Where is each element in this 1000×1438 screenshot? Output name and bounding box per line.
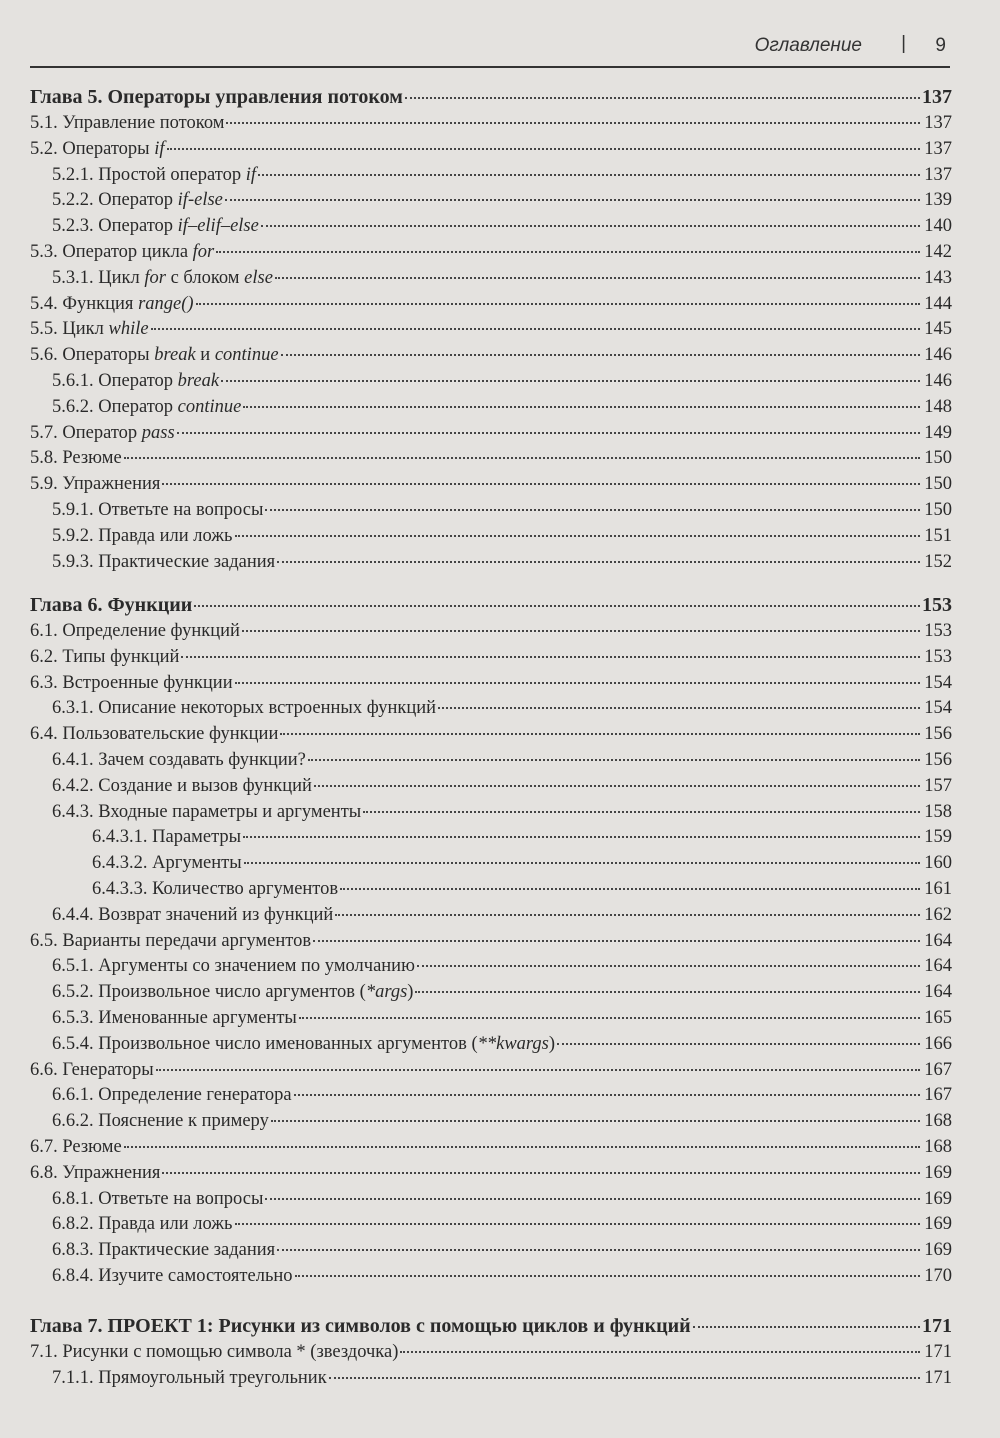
toc-page-number: 143 — [924, 267, 952, 288]
toc-code-term: *args — [365, 982, 408, 1003]
dot-leader — [329, 1377, 920, 1379]
toc-page-number: 164 — [924, 982, 952, 1003]
dot-leader — [405, 97, 920, 99]
dot-leader — [194, 605, 920, 607]
dot-leader — [225, 199, 920, 201]
toc-label-text: 6.8.3. Практические задания — [52, 1240, 276, 1261]
dot-leader — [235, 1223, 921, 1225]
toc-entry — [30, 905, 952, 931]
dot-leader — [167, 148, 920, 150]
dot-leader — [417, 965, 920, 967]
toc-label-text: 5.6.2. Оператор — [52, 396, 174, 417]
toc-page-number: 146 — [924, 370, 952, 391]
toc-entry — [30, 827, 952, 853]
toc-label-text: 5.3. Оператор цикла — [30, 241, 189, 262]
toc-label-text: 6.5.4. Произвольное число именованных аргументов ( — [52, 1033, 478, 1054]
toc-label-text: 6.4.2. Создание и вызов функций — [52, 775, 312, 796]
toc-entry — [30, 621, 952, 647]
toc-entry — [30, 956, 952, 982]
toc-page-number: 150 — [924, 499, 952, 520]
dot-leader — [124, 1146, 920, 1148]
toc-entry — [30, 1008, 952, 1034]
dot-leader — [400, 1351, 920, 1353]
toc-page-number: 156 — [924, 749, 952, 770]
toc-entry-label — [52, 776, 312, 797]
toc-entry — [30, 1085, 952, 1111]
toc-entry-label — [30, 1060, 154, 1081]
toc-label-text: Глава 6. Функции — [30, 594, 193, 616]
toc-label-text: 6.5.2. Произвольное число аргументов ( — [52, 982, 366, 1003]
toc-code-term: else — [244, 267, 273, 288]
toc-code-term: if — [245, 164, 256, 185]
toc-entry-label — [30, 242, 214, 263]
toc-page-number: 144 — [924, 293, 952, 314]
toc-page-number: 168 — [924, 1136, 952, 1157]
toc-entry-label — [52, 1214, 233, 1235]
dot-leader — [277, 561, 920, 563]
dot-leader — [280, 733, 920, 735]
toc-code-term: for — [192, 241, 215, 262]
toc-entry — [30, 1189, 952, 1215]
toc-entry — [30, 371, 952, 397]
toc-entry — [30, 448, 952, 474]
toc-entry-label — [52, 1240, 275, 1261]
toc-label-text: 6.4.4. Возврат значений из функций — [52, 904, 334, 925]
toc-entry — [30, 853, 952, 879]
toc-entry — [30, 1240, 952, 1266]
dot-leader — [151, 328, 920, 330]
toc-entry-label — [30, 345, 279, 366]
toc-page-number: 169 — [924, 1188, 952, 1209]
toc-label-text: 6.4.3. Входные параметры и аргументы — [52, 801, 362, 822]
toc-code-term: continue — [177, 396, 242, 417]
dot-leader — [177, 432, 920, 434]
toc-entry — [30, 1034, 952, 1060]
toc-entry — [30, 113, 952, 139]
dot-leader — [693, 1326, 920, 1328]
toc-entry-label — [30, 724, 278, 745]
toc-page-number: 168 — [924, 1111, 952, 1132]
dot-leader — [313, 940, 920, 942]
toc-label-text: 6.4.3.3. Количество аргументов — [92, 878, 339, 899]
toc-entry-label — [52, 165, 256, 186]
toc-entry-label — [92, 827, 241, 848]
dot-leader — [335, 914, 920, 916]
toc-entry — [30, 750, 952, 776]
toc-label-text: 6.4.3.1. Параметры — [92, 827, 242, 848]
toc-entry — [30, 294, 952, 320]
toc-code-term: for — [144, 267, 166, 288]
toc-chapter-heading — [30, 594, 952, 621]
toc-label-text: и — [200, 345, 211, 366]
toc-entry — [30, 423, 952, 449]
toc-entry — [30, 1368, 952, 1394]
toc-label-text: 5.7. Оператор — [30, 422, 138, 443]
toc-code-term: continue — [214, 345, 279, 366]
dot-leader — [124, 457, 920, 459]
dot-leader — [308, 759, 920, 761]
dot-leader — [235, 535, 921, 537]
toc-entry-label — [52, 1085, 292, 1106]
toc-page-number: 152 — [924, 551, 952, 572]
toc-page-number: 162 — [924, 904, 952, 925]
toc-entry-label — [52, 1266, 293, 1287]
toc-entry-label — [52, 956, 415, 977]
toc-label-text: 6.2. Типы функций — [30, 646, 180, 667]
toc-entry-label — [52, 982, 413, 1003]
toc-page-number: 161 — [924, 878, 952, 899]
dot-leader — [216, 251, 920, 253]
header-separator: | — [901, 33, 906, 54]
toc-entry — [30, 1163, 952, 1189]
toc-label-text: 5.5. Цикл — [30, 319, 104, 340]
dot-leader — [275, 277, 920, 279]
dot-leader — [277, 1249, 920, 1251]
toc-entry-label — [52, 802, 361, 823]
toc-entry — [30, 397, 952, 423]
toc-chapter-7 — [30, 1315, 952, 1394]
toc-label-text: 6.4. Пользовательские функции — [30, 724, 279, 745]
toc-page-number: 153 — [924, 621, 952, 641]
toc-chapter-heading — [30, 1315, 952, 1342]
toc-entry-label — [52, 190, 223, 211]
toc-entry — [30, 647, 952, 673]
toc-entry-label — [92, 853, 242, 874]
dot-leader — [244, 862, 920, 864]
toc-entry-label — [30, 621, 240, 642]
dot-leader — [294, 1094, 920, 1096]
toc-label-text: 5.9.2. Правда или ложь — [52, 525, 233, 546]
toc-page-number: 150 — [924, 448, 952, 469]
dot-leader — [340, 888, 920, 890]
toc-entry — [30, 345, 952, 371]
dot-leader — [243, 406, 920, 408]
toc-entry-label — [92, 879, 338, 900]
toc-entry-label — [52, 698, 436, 719]
dot-leader — [415, 991, 920, 993]
toc-label-text: 6.5. Варианты передачи аргументов — [30, 930, 312, 951]
toc-label-text: 5.9.1. Ответьте на вопросы — [52, 499, 264, 520]
toc-entry — [30, 242, 952, 268]
dot-leader — [181, 656, 920, 658]
toc-entry — [30, 982, 952, 1008]
toc-entry-label — [30, 1342, 398, 1363]
toc-entry — [30, 1111, 952, 1137]
dot-leader — [438, 707, 920, 709]
toc-page-number: 153 — [922, 594, 952, 616]
header-page-number: 9 — [935, 35, 946, 56]
toc-code-term: break — [177, 370, 220, 391]
toc-entry — [30, 526, 952, 552]
dot-leader — [363, 811, 920, 813]
toc-entry — [30, 1342, 952, 1368]
toc-page-number: 169 — [924, 1240, 952, 1261]
toc-page-number: 137 — [924, 113, 952, 133]
toc-entry-label — [52, 500, 263, 521]
dot-leader — [235, 682, 920, 684]
toc-page-number: 151 — [924, 525, 952, 546]
toc-label-text: ) — [548, 1033, 556, 1054]
toc-label-text: 5.8. Резюме — [30, 448, 122, 469]
toc-label-text: 6.4.3.2. Аргументы — [92, 853, 242, 874]
toc-label-text: 5.2.1. Простой оператор — [52, 164, 242, 185]
toc-label-text: 5.1. Управление потоком — [30, 113, 225, 133]
toc-entry-label — [30, 1137, 122, 1158]
toc-page-number: 160 — [924, 853, 952, 874]
toc-entry-label — [52, 397, 241, 418]
toc-entry — [30, 931, 952, 957]
toc-entry-label — [30, 474, 160, 495]
toc-page-number: 146 — [924, 345, 952, 366]
toc-entry-label — [30, 423, 175, 444]
toc-entry-label — [52, 216, 259, 237]
toc-code-term: break — [154, 345, 196, 366]
toc-page-number: 171 — [924, 1342, 952, 1362]
toc-label-text: 5.6. Операторы — [30, 345, 150, 366]
toc-label-text: 5.3.1. Цикл — [52, 267, 140, 288]
toc-entry-label — [30, 294, 194, 315]
toc-page-number: 150 — [924, 474, 952, 495]
dot-leader — [557, 1043, 920, 1045]
dot-leader — [295, 1275, 920, 1277]
toc-page-number: 167 — [924, 1085, 952, 1106]
dot-leader — [258, 174, 920, 176]
toc-page-number: 171 — [924, 1367, 952, 1388]
header-title: Оглавление — [754, 35, 862, 56]
toc-page-number: 156 — [924, 724, 952, 745]
toc-label-text: 6.6.1. Определение генератора — [52, 1085, 292, 1106]
toc-page-number: 137 — [924, 164, 952, 185]
toc-entry — [30, 1214, 952, 1240]
toc-page-number: 149 — [924, 422, 952, 443]
toc-entry-label — [30, 139, 165, 160]
toc-entry-label — [52, 905, 333, 926]
toc-label-text: 6.6.2. Пояснение к примеру — [52, 1111, 269, 1132]
toc-page-number: 171 — [922, 1315, 952, 1337]
toc-entry — [30, 1266, 952, 1292]
toc-entry-label — [30, 319, 149, 340]
dot-leader — [314, 785, 920, 787]
toc-entry — [30, 552, 952, 578]
dot-leader — [299, 1017, 920, 1019]
toc-entry-label — [52, 1189, 263, 1210]
toc-page-number: 140 — [924, 216, 952, 237]
toc-page-number: 139 — [924, 190, 952, 211]
toc-label-text: 6.3. Встроенные функции — [30, 672, 233, 693]
toc-page-number: 169 — [924, 1162, 952, 1183]
toc-label-text: 5.2.3. Оператор — [52, 216, 174, 237]
dot-leader — [221, 380, 920, 382]
dot-leader — [162, 483, 920, 485]
toc-entry-label — [52, 1008, 297, 1029]
toc-entry-label — [30, 1163, 160, 1184]
toc-entry-label — [52, 552, 275, 573]
toc-chapter-heading — [30, 86, 952, 113]
toc-entry — [30, 673, 952, 699]
toc-entry — [30, 724, 952, 750]
toc-page-number: 142 — [924, 241, 952, 262]
toc-entry-label — [30, 1315, 691, 1338]
toc-label-text: 6.5.3. Именованные аргументы — [52, 1007, 297, 1028]
toc-label-text: 7.1. Рисунки с помощью символа * (звездочка) — [30, 1342, 399, 1362]
toc-page-number: 137 — [924, 138, 952, 159]
toc-page-number: 167 — [924, 1059, 952, 1080]
dot-leader — [196, 303, 920, 305]
toc-entry-label — [30, 931, 311, 952]
toc-entry-label — [52, 371, 219, 392]
toc-code-term: if-else — [177, 190, 223, 211]
dot-leader — [281, 354, 920, 356]
toc-entry — [30, 268, 952, 294]
toc-page-number: 165 — [924, 1007, 952, 1028]
dot-leader — [261, 225, 920, 227]
toc-label-text: 7.1.1. Прямоугольный треугольник — [52, 1367, 327, 1388]
toc-entry — [30, 165, 952, 191]
toc-entry — [30, 139, 952, 165]
toc-entry — [30, 216, 952, 242]
toc-label-text: Глава 7. ПРОЕКТ 1: Рисунки из символов с помощью циклов и функций — [30, 1315, 691, 1337]
toc-label-text: 6.8.4. Изучите самостоятельно — [52, 1265, 293, 1286]
toc-label-text: 5.9. Упражнения — [30, 474, 161, 495]
toc-entry — [30, 500, 952, 526]
toc-entry-label — [30, 86, 403, 109]
toc-label-text: 6.3.1. Описание некоторых встроенных функций — [52, 698, 437, 719]
toc-entry-label — [52, 1111, 269, 1132]
toc-entry-label — [52, 750, 306, 771]
toc-entry — [30, 319, 952, 345]
toc-label-text: Глава 5. Операторы управления потоком — [30, 86, 403, 108]
dot-leader — [242, 630, 920, 632]
dot-leader — [271, 1120, 920, 1122]
toc-code-term: **kwargs — [477, 1033, 549, 1054]
dot-leader — [265, 1198, 920, 1200]
toc-page-number: 145 — [924, 319, 952, 340]
toc-code-term: if — [154, 138, 165, 159]
dot-leader — [226, 122, 920, 124]
toc-page-number: 170 — [924, 1265, 952, 1286]
toc-entry-label — [52, 1368, 327, 1389]
toc-entry — [30, 1060, 952, 1086]
running-header — [30, 30, 950, 68]
toc-page-number: 169 — [924, 1214, 952, 1235]
toc-entry-label — [30, 647, 179, 668]
dot-leader — [243, 836, 920, 838]
toc-label-text: с блоком — [170, 267, 240, 288]
toc-entry — [30, 474, 952, 500]
toc-label-text: 6.8.1. Ответьте на вопросы — [52, 1188, 264, 1209]
toc-page-number: 154 — [924, 672, 952, 693]
toc-page-number: 137 — [922, 86, 952, 108]
toc-entry-label — [30, 113, 224, 134]
toc-page-number: 159 — [924, 827, 952, 848]
toc-page-number: 153 — [924, 646, 952, 667]
toc-page-number: 158 — [924, 801, 952, 822]
toc-label-text: 5.2. Операторы — [30, 138, 150, 159]
toc-label-text: 6.8.2. Правда или ложь — [52, 1214, 233, 1235]
toc-label-text: ) — [407, 982, 414, 1003]
toc-code-term: pass — [141, 422, 175, 443]
toc-entry-label — [30, 594, 192, 617]
toc-label-text: 6.8. Упражнения — [30, 1162, 161, 1183]
toc-page-number: 164 — [924, 930, 952, 951]
toc-page-number: 157 — [924, 775, 952, 796]
toc-code-term: if–elif–else — [177, 216, 259, 237]
toc-page-number: 164 — [924, 956, 952, 977]
toc-entry — [30, 776, 952, 802]
dot-leader — [162, 1172, 920, 1174]
toc-entry — [30, 802, 952, 828]
toc-entry — [30, 190, 952, 216]
toc-entry — [30, 879, 952, 905]
toc-label-text: 5.2.2. Оператор — [52, 190, 174, 211]
toc-page-number: 154 — [924, 698, 952, 719]
toc-chapter-5 — [30, 86, 952, 577]
toc-chapter-6 — [30, 594, 952, 1292]
toc-label-text: 6.4.1. Зачем создавать функции? — [52, 749, 306, 770]
toc-entry-label — [52, 1034, 555, 1055]
toc-code-term: range() — [138, 293, 194, 314]
dot-leader — [156, 1069, 920, 1071]
toc-label-text: 6.5.1. Аргументы со значением по умолчанию — [52, 956, 415, 977]
toc-page-number: 166 — [924, 1033, 952, 1054]
toc-entry — [30, 1137, 952, 1163]
toc-entry-label — [52, 526, 233, 547]
toc-code-term: while — [108, 319, 149, 340]
dot-leader — [265, 509, 920, 511]
toc-label-text: 6.6. Генераторы — [30, 1059, 154, 1080]
toc-label-text: 5.6.1. Оператор — [52, 370, 174, 391]
toc-entry-label — [30, 448, 122, 469]
toc-label-text: 6.1. Определение функций — [30, 621, 240, 641]
toc-label-text: 5.9.3. Практические задания — [52, 551, 276, 572]
toc-entry-label — [52, 268, 273, 289]
toc-label-text: 5.4. Функция — [30, 293, 134, 314]
toc-entry — [30, 698, 952, 724]
toc-label-text: 6.7. Резюме — [30, 1136, 122, 1157]
toc-page-number: 148 — [924, 396, 952, 417]
toc-entry-label — [30, 673, 233, 694]
